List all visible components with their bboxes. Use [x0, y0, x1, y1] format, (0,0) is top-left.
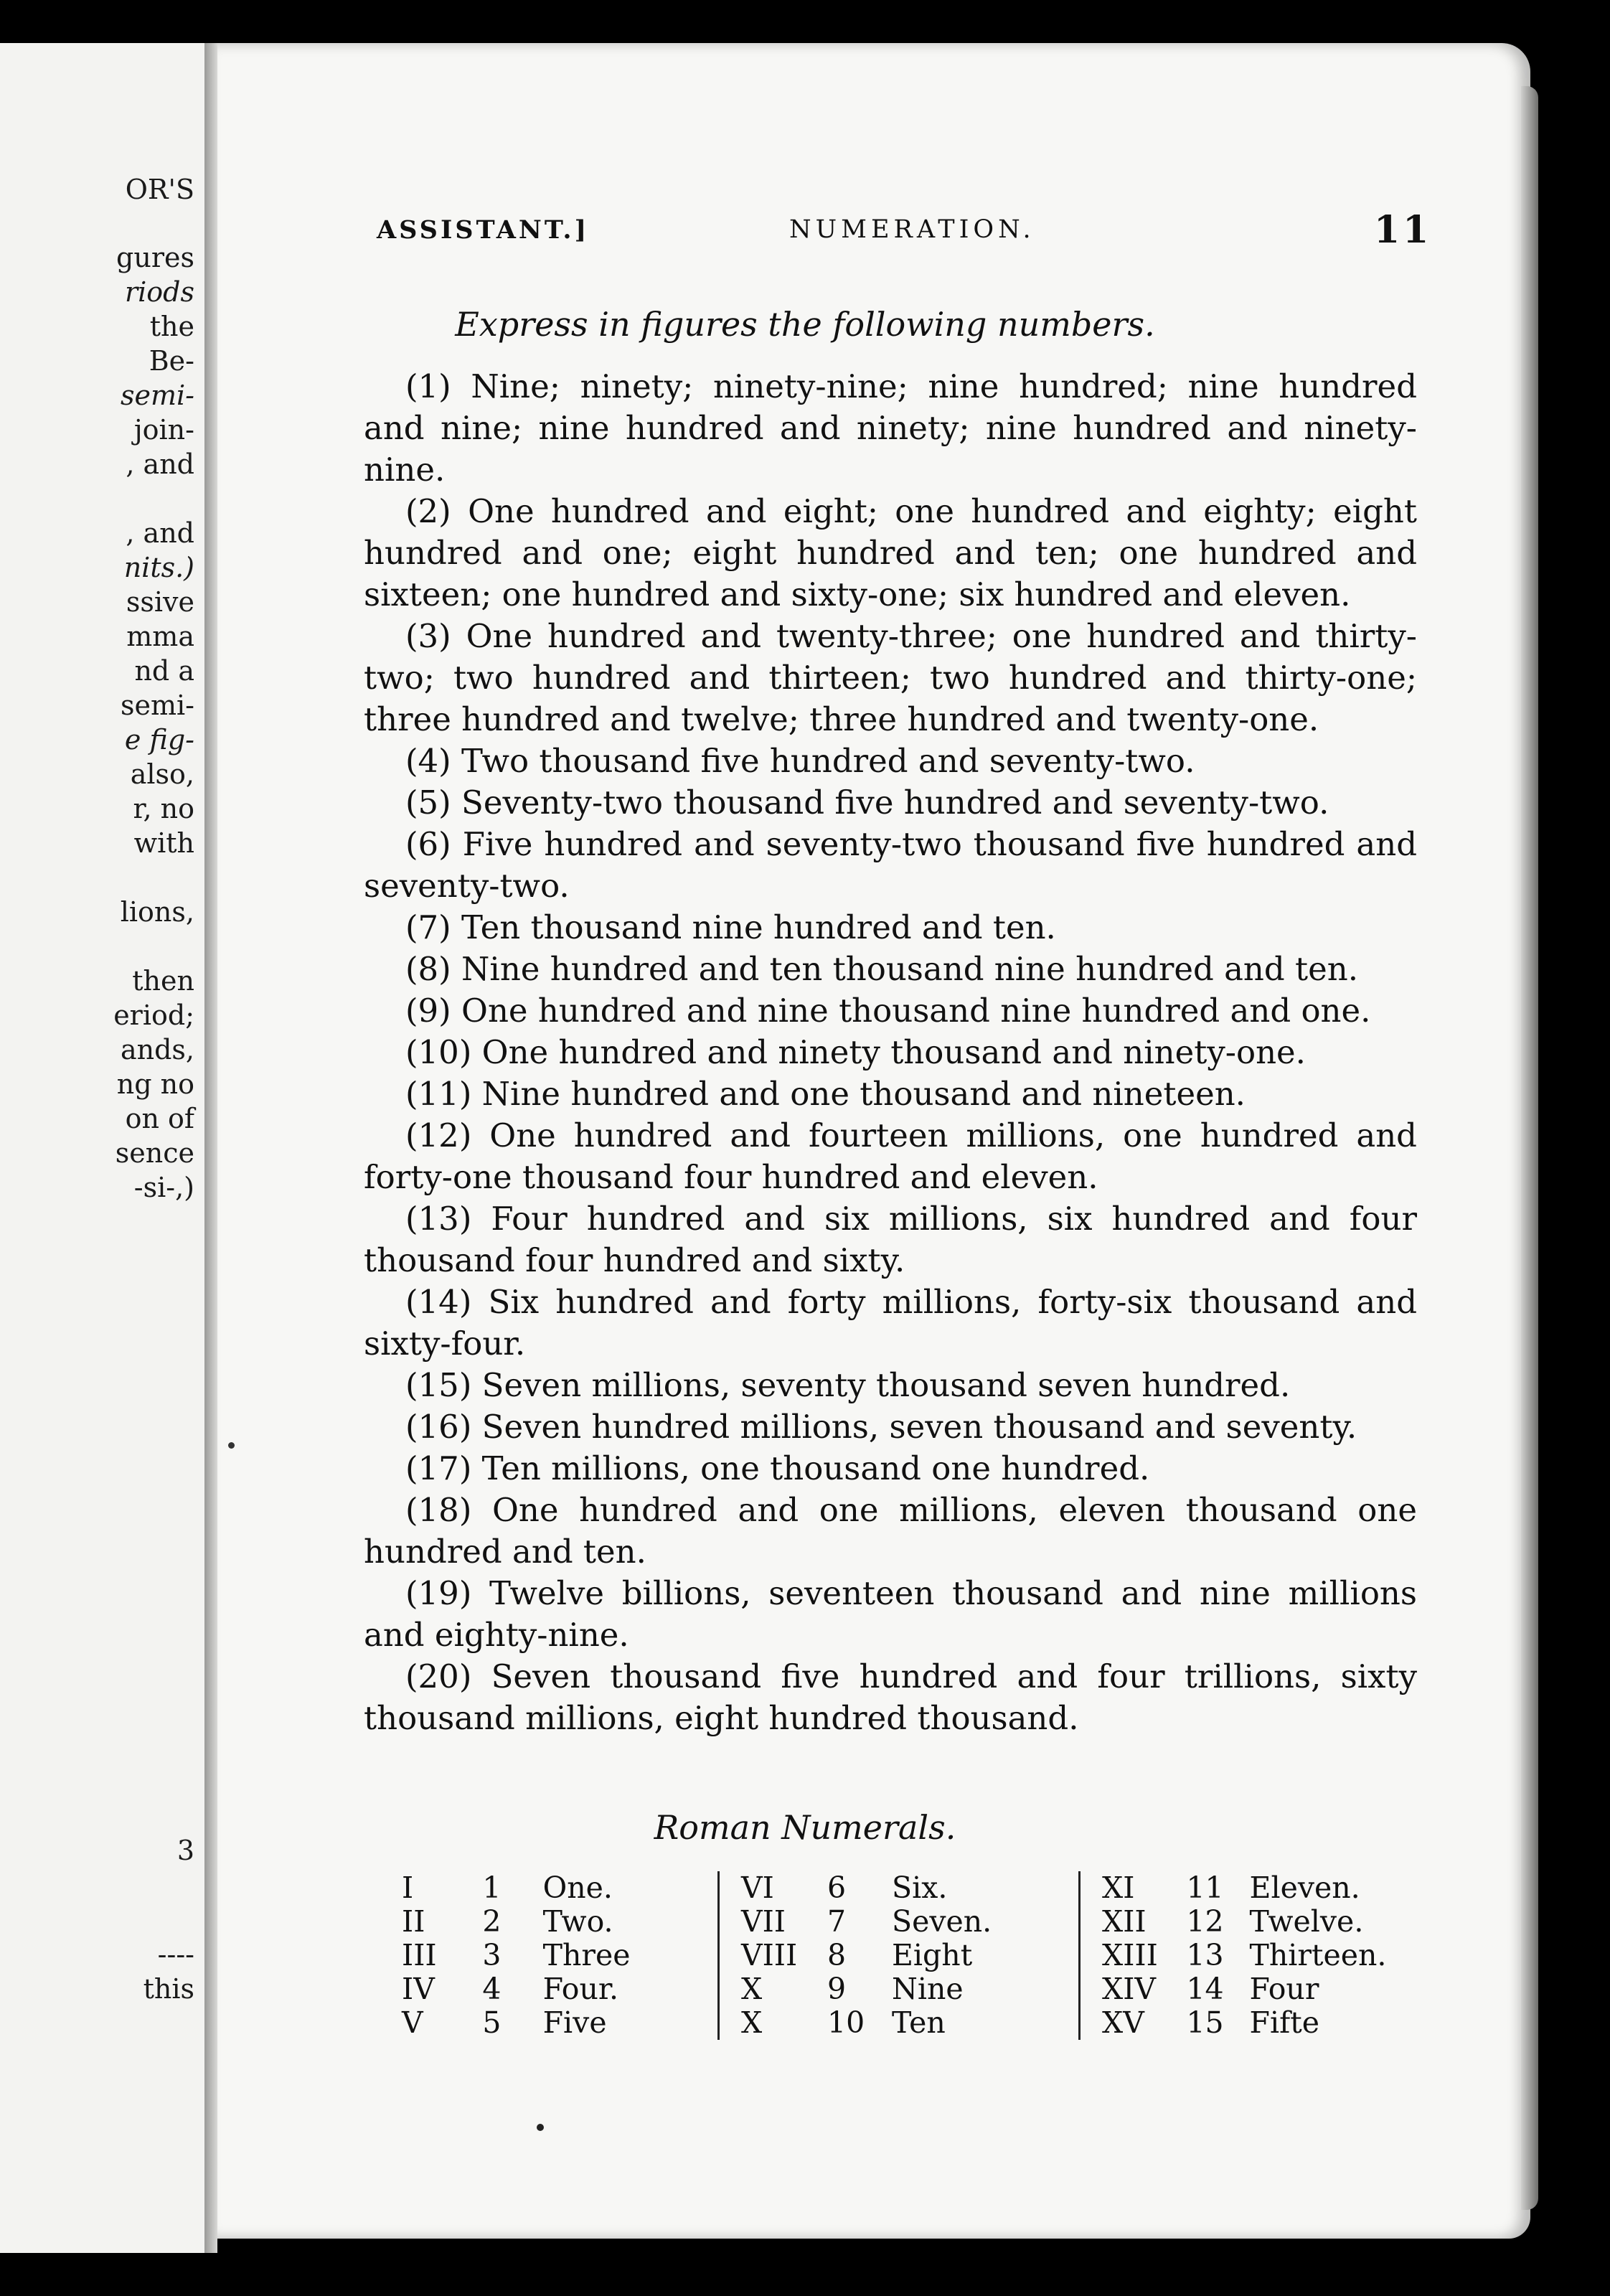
exercise-item: (14) Six hundred and forty millions, forty-six thousand and sixty-four. — [364, 1283, 1417, 1363]
roman-word: Four — [1249, 1972, 1319, 2006]
left-page-text: semi- — [120, 690, 194, 721]
left-page-text: 3 — [176, 1835, 194, 1866]
roman-arabic: 3 — [482, 1938, 502, 1972]
roman-row — [1102, 1871, 1432, 1905]
left-page-text: the — [149, 311, 194, 342]
roman-word: Eight — [892, 1938, 973, 1972]
left-page-text: nits.) — [123, 552, 194, 583]
roman-arabic: 2 — [482, 1904, 502, 1939]
left-page-text: sence — [115, 1137, 194, 1169]
left-page-text: also, — [130, 758, 194, 790]
left-page-text: join- — [133, 414, 194, 446]
ink-speck — [537, 2124, 544, 2131]
roman-word: Three — [542, 1938, 631, 1972]
roman-roman: VI — [741, 1871, 774, 1905]
exercise-item: (17) Ten millions, one thousand one hundred. — [405, 1449, 1150, 1487]
roman-column-3 — [1078, 1871, 1432, 2040]
running-head-left: ASSISTANT.] — [377, 215, 590, 245]
roman-word: Eleven. — [1249, 1871, 1360, 1905]
roman-word: Nine — [892, 1972, 964, 2006]
page-number: 11 — [1374, 208, 1432, 252]
exercise-item: (7) Ten thousand nine hundred and ten. — [405, 908, 1056, 946]
exercise-item: (2) One hundred and eight; one hundred and eighty; eight hundred and one; eight hundred and ten; one hundred and sixteen; one hundred and sixty-one; six hundred and eleven. — [364, 492, 1417, 613]
roman-roman: VII — [741, 1904, 786, 1939]
left-page-text: then — [132, 965, 194, 997]
roman-roman: I — [402, 1871, 414, 1905]
running-head-title: NUMERATION. — [789, 215, 1035, 244]
roman-row — [402, 2006, 717, 2040]
roman-row — [741, 1972, 1078, 2006]
roman-roman: III — [402, 1938, 437, 1972]
roman-row — [1102, 1939, 1432, 1972]
roman-arabic: 6 — [827, 1871, 847, 1905]
roman-numerals-heading: Roman Numerals. — [654, 1808, 956, 1847]
left-page-text: , and — [126, 448, 194, 480]
roman-roman: IV — [402, 1972, 435, 2006]
page-edge — [1521, 86, 1538, 2210]
exercise-list — [364, 366, 1417, 1739]
left-page-fragment — [0, 43, 204, 2253]
roman-numerals-table — [387, 1871, 1413, 2040]
exercise-item: (8) Nine hundred and ten thousand nine hundred and ten. — [405, 950, 1359, 988]
left-page-text: riods — [124, 276, 194, 308]
roman-word: Four. — [542, 1972, 619, 2006]
roman-roman: X — [741, 2005, 763, 2040]
left-page-text: lions, — [120, 896, 194, 928]
roman-row — [402, 1871, 717, 1905]
left-page-text: ands, — [120, 1034, 194, 1065]
left-page-text: semi- — [120, 380, 194, 411]
book-gutter — [204, 43, 217, 2253]
roman-arabic: 12 — [1186, 1904, 1224, 1939]
roman-column-1 — [387, 1871, 717, 2040]
roman-arabic: 5 — [482, 2005, 502, 2040]
roman-row — [741, 1871, 1078, 1905]
roman-word: One. — [542, 1871, 613, 1905]
left-page-text: mma — [126, 621, 194, 652]
roman-roman: XI — [1102, 1871, 1135, 1905]
roman-word: Fifte — [1249, 2005, 1320, 2040]
exercise-item: (20) Seven thousand five hundred and four trillions, sixty thousand millions, eight hundred thousand. — [364, 1657, 1417, 1737]
exercise-item: (19) Twelve billions, seventeen thousand and nine millions and eighty-nine. — [364, 1574, 1417, 1654]
exercise-item: (1) Nine; ninety; ninety-nine; nine hundred; nine hundred and nine; nine hundred and ninety; nine hundred and ninety-nine. — [364, 367, 1417, 489]
roman-row — [402, 1905, 717, 1939]
roman-arabic: 15 — [1186, 2005, 1224, 2040]
left-page-text: ng no — [116, 1068, 194, 1100]
roman-arabic: 13 — [1186, 1938, 1224, 1972]
roman-row — [741, 1939, 1078, 1972]
roman-row — [1102, 2006, 1432, 2040]
roman-word: Five — [542, 2005, 607, 2040]
roman-arabic: 7 — [827, 1904, 847, 1939]
roman-column-2 — [717, 1871, 1078, 2040]
roman-arabic: 11 — [1186, 1871, 1224, 1905]
roman-arabic: 1 — [482, 1871, 502, 1905]
roman-row — [1102, 1905, 1432, 1939]
left-page-text: , and — [126, 517, 194, 549]
exercise-item: (11) Nine hundred and one thousand and nineteen. — [405, 1075, 1246, 1113]
roman-word: Two. — [542, 1904, 613, 1939]
roman-roman: X — [741, 1972, 763, 2006]
roman-arabic: 10 — [827, 2005, 865, 2040]
exercise-item: (16) Seven hundred millions, seven thousand and seventy. — [405, 1408, 1357, 1446]
exercise-item: (6) Five hundred and seventy-two thousand five hundred and seventy-two. — [364, 825, 1417, 905]
exercise-item: (18) One hundred and one millions, eleven thousand one hundred and ten. — [364, 1491, 1417, 1571]
left-page-text: nd a — [134, 655, 194, 687]
left-page-text: ssive — [126, 586, 194, 618]
roman-row — [741, 2006, 1078, 2040]
exercise-item: (13) Four hundred and six millions, six hundred and four thousand four hundred and sixty. — [364, 1200, 1417, 1279]
roman-word: Twelve. — [1249, 1904, 1364, 1939]
roman-roman: II — [402, 1904, 425, 1939]
left-page-text: Be- — [149, 345, 194, 377]
roman-row — [402, 1939, 717, 1972]
roman-word: Seven. — [892, 1904, 992, 1939]
exercise-item: (10) One hundred and ninety thousand and ninety-one. — [405, 1033, 1306, 1071]
roman-roman: XII — [1102, 1904, 1147, 1939]
roman-arabic: 8 — [827, 1938, 847, 1972]
left-page-text: r, no — [133, 793, 194, 824]
roman-roman: XV — [1102, 2005, 1144, 2040]
left-page-text: this — [143, 1973, 194, 2005]
roman-word: Ten — [892, 2005, 946, 2040]
roman-roman: V — [402, 2005, 423, 2040]
roman-arabic: 4 — [482, 1972, 502, 2006]
roman-word: Thirteen. — [1249, 1938, 1387, 1972]
ink-speck — [228, 1442, 235, 1449]
left-page-text: on of — [125, 1103, 194, 1134]
exercise-item: (12) One hundred and fourteen millions, one hundred and forty-one thousand four hundred and eleven. — [364, 1116, 1417, 1196]
roman-word: Six. — [892, 1871, 948, 1905]
exercise-item: (4) Two thousand five hundred and seventy-two. — [405, 742, 1195, 780]
exercise-item: (5) Seventy-two thousand five hundred and seventy-two. — [405, 784, 1329, 822]
left-page-text: with — [133, 827, 194, 859]
roman-arabic: 14 — [1186, 1972, 1224, 2006]
left-page-text: ---- — [157, 1939, 194, 1970]
roman-arabic: 9 — [827, 1972, 847, 2006]
roman-roman: VIII — [741, 1938, 798, 1972]
exercise-heading: Express in figures the following numbers. — [455, 305, 1155, 344]
left-page-text: -si-,) — [133, 1172, 194, 1203]
roman-roman: XIV — [1102, 1972, 1156, 2006]
roman-row — [741, 1905, 1078, 1939]
exercise-item: (15) Seven millions, seventy thousand seven hundred. — [405, 1366, 1291, 1404]
roman-row — [1102, 1972, 1432, 2006]
exercise-item: (3) One hundred and twenty-three; one hundred and thirty-two; two hundred and thirteen; two hundred and thirty-one; three hundred and twelve; three hundred and twenty-one. — [364, 617, 1417, 738]
left-page-text: e fig- — [124, 724, 194, 756]
exercise-item: (9) One hundred and nine thousand nine hundred and one. — [405, 992, 1371, 1030]
left-page-text: eriod; — [113, 999, 194, 1031]
roman-roman: XIII — [1102, 1938, 1158, 1972]
left-page-text: OR'S — [125, 174, 194, 205]
left-page-text: gures — [116, 242, 194, 273]
roman-row — [402, 1972, 717, 2006]
